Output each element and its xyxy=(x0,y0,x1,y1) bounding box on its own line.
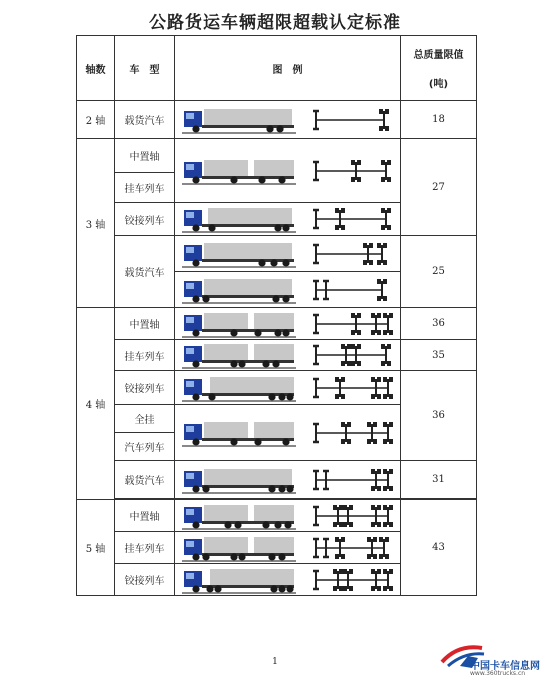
header-gross-mass-unit: (吨) xyxy=(428,79,449,90)
header-vehicle-type: 车 型 xyxy=(115,36,175,101)
truck-illustration xyxy=(182,275,296,305)
vehicle-type-label: 载货汽车 xyxy=(115,461,175,499)
mass-limit: 36 xyxy=(401,308,477,340)
axle-diagram xyxy=(310,535,398,561)
axle-diagram xyxy=(310,107,398,133)
truck-illustration xyxy=(182,239,296,269)
illustration-cell xyxy=(175,405,401,461)
mass-limit: 43 xyxy=(401,500,477,596)
truck-illustration xyxy=(182,565,296,595)
truck-illustration xyxy=(182,340,296,370)
illustration-cell xyxy=(175,203,401,236)
illustration-cell xyxy=(175,272,401,308)
axle-group-5: 5 轴 xyxy=(77,500,115,596)
mass-limit: 27 xyxy=(401,139,477,236)
vehicle-type-label: 铰接列车 xyxy=(115,203,175,236)
illustration-cell xyxy=(175,461,401,499)
truck-illustration xyxy=(182,309,296,339)
truck-illustration xyxy=(182,373,296,403)
document-title: 公路货运车辆超限超载认定标准 xyxy=(149,13,401,33)
truck-illustration xyxy=(182,418,296,448)
header-gross-mass xyxy=(401,36,477,101)
axle-diagram xyxy=(310,342,398,368)
truck-illustration xyxy=(182,204,296,234)
axle-diagram xyxy=(310,375,398,401)
axle-group-2: 2 轴 xyxy=(77,101,115,139)
axle-diagram xyxy=(310,467,398,493)
axle-diagram xyxy=(310,158,398,184)
vehicle-type-label: 挂车列车 xyxy=(115,173,175,203)
illustration-cell xyxy=(175,139,401,203)
axle-diagram xyxy=(310,241,398,267)
page-number: 1 xyxy=(272,657,278,667)
axle-diagram xyxy=(310,567,398,593)
vehicle-type-label: 中置轴 xyxy=(115,139,175,173)
axle-diagram xyxy=(310,503,398,529)
vehicle-type-label: 汽车列车 xyxy=(115,433,175,461)
mass-limit: 31 xyxy=(401,461,477,499)
mass-limit: 25 xyxy=(401,236,477,308)
truck-illustration xyxy=(182,533,296,563)
illustration-cell xyxy=(175,532,401,564)
illustration-cell xyxy=(175,340,401,371)
vehicle-type-label: 铰接列车 xyxy=(115,564,175,596)
vehicle-type-label: 铰接列车 xyxy=(115,371,175,405)
truck-illustration xyxy=(182,501,296,531)
mass-limit: 35 xyxy=(401,340,477,371)
illustration-cell xyxy=(175,308,401,340)
axle-diagram xyxy=(310,277,398,303)
vehicle-type-label: 挂车列车 xyxy=(115,532,175,564)
illustration-cell xyxy=(175,564,401,596)
illustration-cell xyxy=(175,101,401,139)
standards-table xyxy=(76,35,477,596)
truck-illustration xyxy=(182,105,296,135)
axle-group-4: 4 轴 xyxy=(77,308,115,500)
mass-limit: 36 xyxy=(401,371,477,461)
axle-diagram xyxy=(310,311,398,337)
vehicle-type-label: 全挂 xyxy=(115,405,175,433)
vehicle-type-label: 载货汽车 xyxy=(115,236,175,308)
mass-limit: 18 xyxy=(401,101,477,139)
vehicle-type-label: 载货汽车 xyxy=(115,101,175,139)
vehicle-type-label: 挂车列车 xyxy=(115,340,175,371)
logo-name: 中国卡车信息网 xyxy=(470,661,540,672)
truck-illustration xyxy=(182,156,296,186)
axle-diagram xyxy=(310,206,398,232)
header-illustration: 图 例 xyxy=(175,36,401,101)
header-gross-mass-label: 总质量限值 xyxy=(413,50,464,61)
illustration-cell xyxy=(175,371,401,405)
vehicle-type-label: 中置轴 xyxy=(115,308,175,340)
axle-diagram xyxy=(310,420,398,446)
header-axle-count: 轴数 xyxy=(77,36,115,101)
vehicle-type-label: 中置轴 xyxy=(115,500,175,532)
illustration-cell xyxy=(175,500,401,532)
axle-group-3: 3 轴 xyxy=(77,139,115,308)
logo-url: www.360trucks.cn xyxy=(470,670,526,677)
truck-illustration xyxy=(182,465,296,495)
illustration-cell xyxy=(175,236,401,272)
